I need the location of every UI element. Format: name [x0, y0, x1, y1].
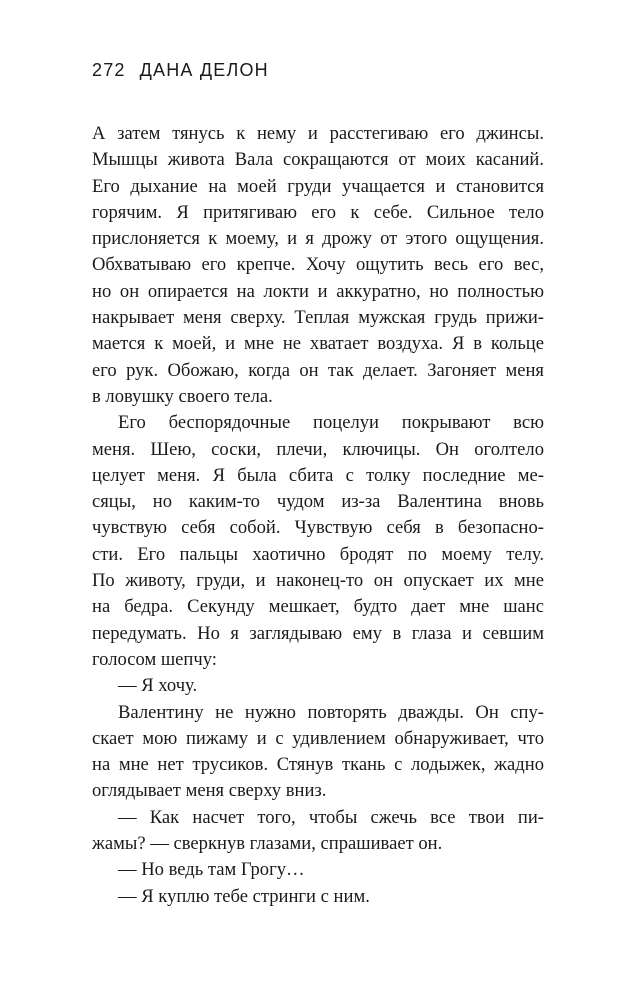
text-line: Мышцы живота Вала сокращаются от моих касаний. — [92, 149, 544, 171]
text-line: мается к моей, и мне не хватает воздуха. Я в кольце — [92, 333, 544, 355]
running-header — [92, 60, 269, 81]
text-line: сяцы, но каким-то чудом из-за Валентина вновь — [92, 491, 544, 513]
text-line: Его беспорядочные поцелуи покрывают всю — [118, 412, 544, 434]
text-line: прислоняется к моему, и я дрожу от этого ощущения. — [92, 228, 544, 250]
text-line: А затем тянусь к нему и расстегиваю его джинсы. — [92, 123, 544, 144]
paragraph — [92, 700, 544, 805]
text-line: меня. Шею, соски, плечи, ключицы. Он оголтело — [92, 438, 544, 460]
text-line: передумать. Но я заглядываю ему в глаза и севшим — [92, 622, 544, 644]
paragraph — [92, 410, 544, 673]
paragraph — [92, 857, 544, 883]
text-line: его рук. Обожаю, когда он так делает. Загоняет меня — [92, 359, 544, 381]
paragraph — [92, 805, 544, 858]
text-line: накрывает меня сверху. Теплая мужская грудь прижи- — [92, 307, 544, 329]
text-line: Валентину не нужно повторять дважды. Он спу- — [118, 701, 544, 723]
text-line: — Но ведь там Грогу… — [118, 859, 305, 881]
text-line: на бедра. Секунду мешкает, будто дает мне шанс — [92, 596, 544, 618]
text-line: чувствую себя собой. Чувствую себя в безопасно- — [92, 517, 544, 539]
text-line: в ловушку своего тела. — [92, 385, 273, 407]
paragraph — [92, 121, 544, 410]
text-line: но он опирается на локти и аккуратно, но полностью — [92, 280, 544, 302]
text-line: на мне нет трусиков. Стянув ткань с лодыжек, жадно — [92, 754, 544, 776]
text-line: Его дыхание на моей груди учащается и становится — [92, 175, 544, 197]
paragraph — [92, 884, 544, 910]
text-line: — Как насчет того, чтобы сжечь все твои пи- — [118, 806, 544, 828]
author-name: ДАНА ДЕЛОН — [139, 60, 269, 80]
text-line: оглядывает меня сверху вниз. — [92, 780, 327, 802]
book-body-text — [92, 121, 544, 910]
text-line: — Я куплю тебе стринги с ним. — [118, 885, 370, 907]
text-line: голосом шепчу: — [92, 648, 217, 670]
text-line: горячим. Я притягиваю его к себе. Сильное тело — [92, 201, 544, 223]
text-line: сти. Его пальцы хаотично бродят по моему телу. — [92, 543, 544, 565]
text-line: По животу, груди, и наконец-то он опускает их мне — [92, 570, 544, 592]
text-line: целует меня. Я была сбита с толку последние ме- — [92, 464, 544, 486]
text-line: жамы? — сверкнув глазами, спрашивает он. — [92, 833, 443, 855]
text-line: — Я хочу. — [118, 675, 198, 697]
paragraph — [92, 673, 544, 699]
text-line: Обхватываю его крепче. Хочу ощутить весь его вес, — [92, 254, 544, 276]
page-number: 272 — [92, 60, 126, 80]
text-line: скает мою пижаму и с удивлением обнаруживает, что — [92, 727, 544, 749]
